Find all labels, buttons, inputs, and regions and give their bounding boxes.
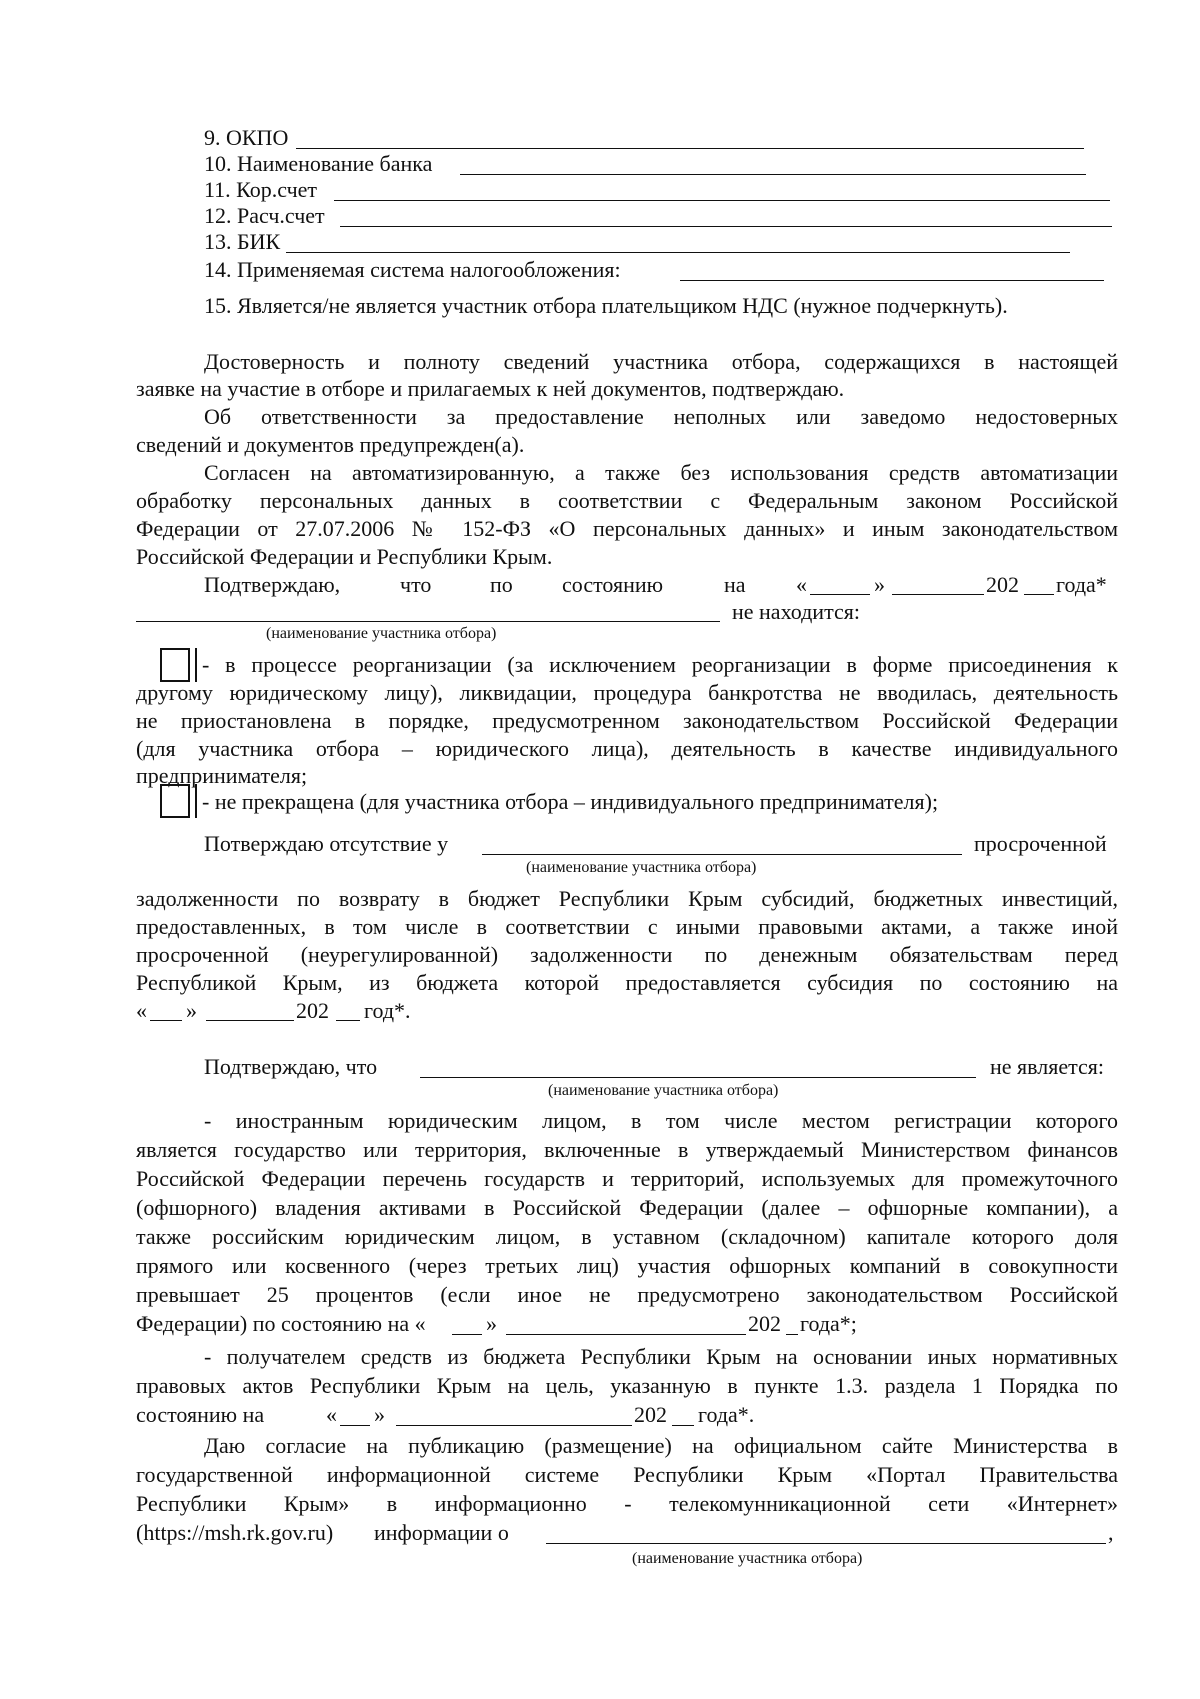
confirm2-line4: Республикой Крым, из бюджета которой предоставляется субсидия по состоянию на bbox=[136, 970, 1118, 995]
confirm1-year-prefix: 202 bbox=[986, 572, 1019, 597]
field-bik-label: 13. БИК bbox=[204, 229, 281, 254]
item1-line4: (офшорного) владения активами в Российской Федерации (далее – офшорные компании), а bbox=[136, 1195, 1118, 1220]
consent-line2: государственной информационной системе Республики Крым «Портал Правительства bbox=[136, 1462, 1118, 1487]
para3-line1: Согласен на автоматизированную, а также без использования средств автоматизации bbox=[204, 460, 1118, 485]
item1-line5: также российским юридическим лицом, в уставном (складочном) капитале которого доля bbox=[136, 1224, 1118, 1249]
confirm2-tail: просроченной bbox=[974, 831, 1107, 856]
option1-checkbox[interactable] bbox=[160, 648, 190, 682]
field-tax-system-label: 14. Применяемая система налогообложения: bbox=[204, 257, 621, 282]
confirm1-quote-close: » bbox=[874, 572, 885, 597]
item2-quote-close: » bbox=[374, 1402, 385, 1427]
option1-line2: другому юридическому лицу), ликвидации, процедура банкротства не вводилась, деятельность bbox=[136, 680, 1118, 705]
confirm2-line2: предоставленных, в том числе в соответствии с иными правовыми актами, а также иной bbox=[136, 914, 1118, 939]
item1-month-line[interactable] bbox=[506, 1334, 746, 1335]
field-corr-account-label: 11. Кор.счет bbox=[204, 177, 318, 202]
item1-day-line[interactable] bbox=[452, 1334, 482, 1335]
item1-line1: - иностранным юридическим лицом, в том числе местом регистрации которого bbox=[204, 1108, 1118, 1133]
confirm1-word5: на bbox=[724, 572, 746, 597]
vat-payer-line: 15. Является/не является участник отбора плательщиком НДС (нужное подчеркнуть). bbox=[204, 293, 1008, 318]
confirm2-year-prefix: 202 bbox=[296, 998, 329, 1023]
confirm1-word3: по bbox=[490, 572, 513, 597]
para2-line1: Об ответственности за предоставление неполных или заведомо недостоверных bbox=[204, 404, 1118, 429]
consent-name-line[interactable] bbox=[546, 1543, 1106, 1544]
option1-line1: - в процессе реорганизации (за исключением реорганизации в форме присоединения к bbox=[202, 652, 1118, 677]
confirm2-caption: (наименование участника отбора) bbox=[526, 859, 757, 876]
confirm2-year-line[interactable] bbox=[336, 1020, 360, 1021]
option1-line5: предпринимателя; bbox=[136, 763, 308, 788]
field-settlement-account-label: 12. Расч.счет bbox=[204, 203, 325, 228]
item1-line8: Федерации) по состоянию на « bbox=[136, 1311, 426, 1336]
field-bank-line[interactable] bbox=[460, 174, 1086, 175]
confirm2-lead: Потверждаю отсутствие у bbox=[204, 831, 449, 856]
item2-line1: - получателем средств из бюджета Республики Крым на основании иных нормативных bbox=[204, 1344, 1118, 1369]
option2-checkbox[interactable] bbox=[160, 784, 190, 818]
confirm1-name-line[interactable] bbox=[136, 621, 720, 622]
field-corr-account-line[interactable] bbox=[334, 200, 1110, 201]
para3-line3: Федерации от 27.07.2006 № 152-ФЗ «О персональных данных» и иным законодательством bbox=[136, 516, 1118, 541]
item1-quote-close: » bbox=[486, 1311, 497, 1336]
item1-year-suffix: года*; bbox=[800, 1311, 857, 1336]
confirm1-word1: Подтверждаю, bbox=[204, 572, 341, 597]
para1-line2: заявке на участие в отборе и прилагаемых к ней документов, подтверждаю. bbox=[136, 376, 845, 401]
confirm2-name-line[interactable] bbox=[482, 854, 962, 855]
confirm2-day-line[interactable] bbox=[150, 1020, 182, 1021]
para2-line2: сведений и документов предупрежден(а). bbox=[136, 432, 525, 457]
para3-line2: обработку персональных данных в соответствии с Федеральным законом Российской bbox=[136, 488, 1118, 513]
confirm1-year-line[interactable] bbox=[1024, 594, 1054, 595]
item2-quote-open: « bbox=[326, 1402, 337, 1427]
confirm3-caption: (наименование участника отбора) bbox=[548, 1082, 779, 1099]
field-tax-system-line[interactable] bbox=[680, 280, 1104, 281]
confirm1-not-located: не находится: bbox=[732, 599, 860, 624]
item2-year-prefix: 202 bbox=[634, 1402, 667, 1427]
item1-line2: является государство или территория, включенные в утверждаемый Министерством финансов bbox=[136, 1137, 1118, 1162]
item2-line2: правовых актов Республики Крым на цель, указанную в пункте 1.3. раздела 1 Порядка по bbox=[136, 1373, 1118, 1398]
consent-caption: (наименование участника отбора) bbox=[632, 1550, 863, 1567]
para3-line4: Российской Федерации и Республики Крым. bbox=[136, 544, 553, 569]
consent-line3: Республики Крым» в информационно - телекомунникационной сети «Интернет» bbox=[136, 1491, 1118, 1516]
para1-line1: Достоверность и полноту сведений участника отбора, содержащихся в настоящей bbox=[204, 349, 1118, 374]
consent-line1: Даю согласие на публикацию (размещение) на официальном сайте Министерства в bbox=[204, 1433, 1118, 1458]
confirm2-month-line[interactable] bbox=[206, 1020, 294, 1021]
confirm3-name-line[interactable] bbox=[420, 1077, 976, 1078]
item1-line7: превышает 25 процентов (если иное не предусмотрено законодательством Российской bbox=[136, 1282, 1118, 1307]
item2-year-line[interactable] bbox=[672, 1425, 694, 1426]
confirm2-line3: просроченной (неурегулированной) задолженности по денежным обязательствам перед bbox=[136, 942, 1118, 967]
consent-comma: , bbox=[1108, 1520, 1114, 1545]
item2-line3-lead: состоянию на bbox=[136, 1402, 265, 1427]
item2-year-suffix: года*. bbox=[698, 1402, 755, 1427]
confirm1-year-suffix: года* bbox=[1056, 572, 1107, 597]
field-okpo-line[interactable] bbox=[296, 148, 1084, 149]
confirm1-quote-open: « bbox=[796, 572, 807, 597]
consent-line4-info: информации о bbox=[374, 1520, 509, 1545]
confirm2-line1: задолженности по возврату в бюджет Республики Крым субсидий, бюджетных инвестиций, bbox=[136, 886, 1118, 911]
option2-checkbox-bracket bbox=[195, 784, 197, 818]
item2-day-line[interactable] bbox=[340, 1425, 370, 1426]
confirm1-caption: (наименование участника отбора) bbox=[266, 625, 497, 642]
option1-line4: (для участника отбора – юридического лица), деятельность в качестве индивидуального bbox=[136, 736, 1118, 761]
confirm2-quote-close: » bbox=[186, 998, 197, 1023]
item1-year-prefix: 202 bbox=[748, 1311, 781, 1336]
confirm1-word2: что bbox=[400, 572, 432, 597]
item2-month-line[interactable] bbox=[396, 1425, 632, 1426]
consent-line4-url: (https://msh.rk.gov.ru) bbox=[136, 1520, 334, 1545]
confirm3-tail: не является: bbox=[990, 1054, 1104, 1079]
field-settlement-account-line[interactable] bbox=[340, 226, 1112, 227]
field-bank-label: 10. Наименование банка bbox=[204, 151, 433, 176]
confirm3-lead: Подтверждаю, что bbox=[204, 1054, 378, 1079]
option2-line: - не прекращена (для участника отбора – индивидуального предпринимателя); bbox=[202, 789, 939, 814]
confirm1-day-line[interactable] bbox=[810, 594, 870, 595]
field-bik-line[interactable] bbox=[286, 252, 1070, 253]
confirm2-quote-open: « bbox=[136, 998, 147, 1023]
item1-line3: Российской Федерации перечень государств и территорий, используемых для промежуточного bbox=[136, 1166, 1118, 1191]
item1-year-line[interactable] bbox=[786, 1334, 798, 1335]
confirm2-year-suffix: год*. bbox=[364, 998, 411, 1023]
confirm1-month-line[interactable] bbox=[892, 594, 984, 595]
option1-checkbox-bracket bbox=[195, 648, 197, 682]
field-okpo-label: 9. ОКПО bbox=[204, 125, 289, 150]
item1-line6: прямого или косвенного (через третьих лиц) участия офшорных компаний в совокупности bbox=[136, 1253, 1118, 1278]
confirm1-word4: состоянию bbox=[562, 572, 664, 597]
option1-line3: не приостановлена в порядке, предусмотренном законодательством Российской Федерации bbox=[136, 708, 1118, 733]
